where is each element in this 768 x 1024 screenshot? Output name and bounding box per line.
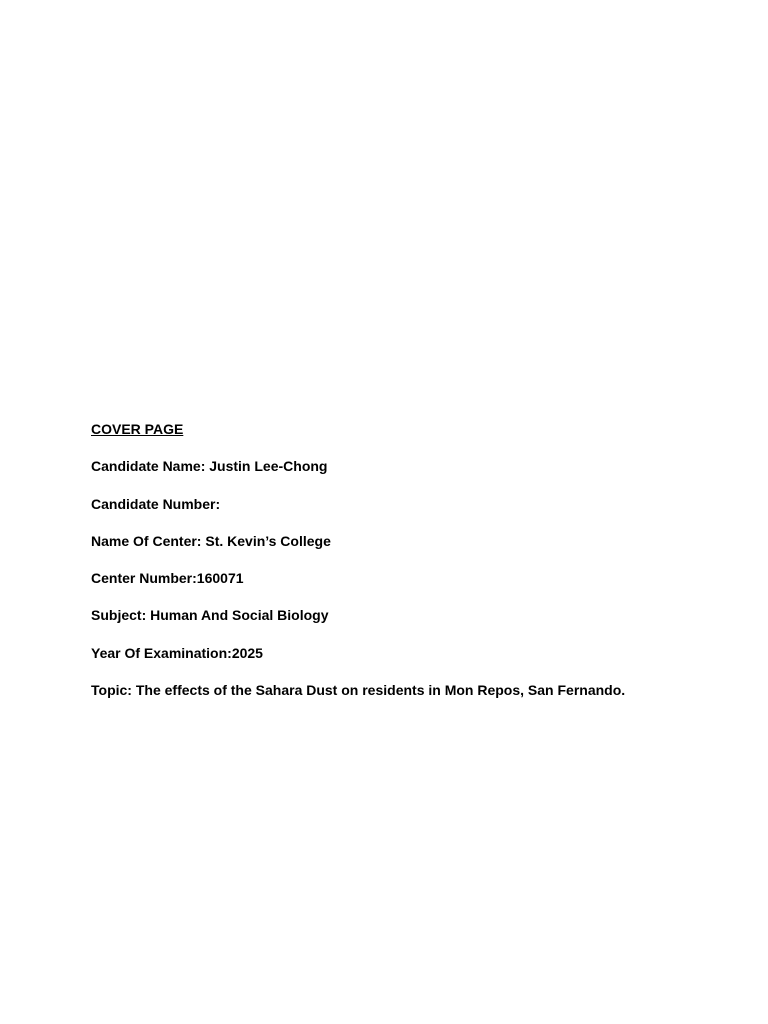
center-number-label: Center Number: [91, 570, 197, 587]
topic-line [91, 682, 731, 699]
subject-line [91, 607, 731, 624]
subject-value: Human And Social Biology [150, 607, 329, 624]
candidate-number-line [91, 496, 731, 513]
exam-year-value: 2025 [231, 644, 263, 661]
center-number-value: 160071 [196, 570, 244, 587]
subject-label: Subject: [91, 607, 147, 624]
cover-page-block [91, 421, 731, 719]
candidate-name-line [91, 458, 731, 475]
candidate-number-label: Candidate Number: [91, 495, 221, 512]
candidate-name-label: Candidate Name: [91, 458, 206, 475]
center-name-line [91, 533, 731, 550]
center-name-value: St. Kevin’s College [205, 532, 331, 549]
exam-year-label: Year Of Examination: [91, 644, 232, 661]
topic-label: Topic: [91, 682, 132, 699]
center-number-line [91, 570, 731, 587]
cover-page-heading: COVER PAGE [91, 421, 184, 437]
topic-value: The effects of the Sahara Dust on residents in Mon Repos, San Fernando. [135, 682, 626, 699]
center-name-label: Name Of Center: [91, 532, 202, 549]
candidate-name-value: Justin Lee-Chong [209, 458, 328, 475]
exam-year-line [91, 645, 731, 662]
